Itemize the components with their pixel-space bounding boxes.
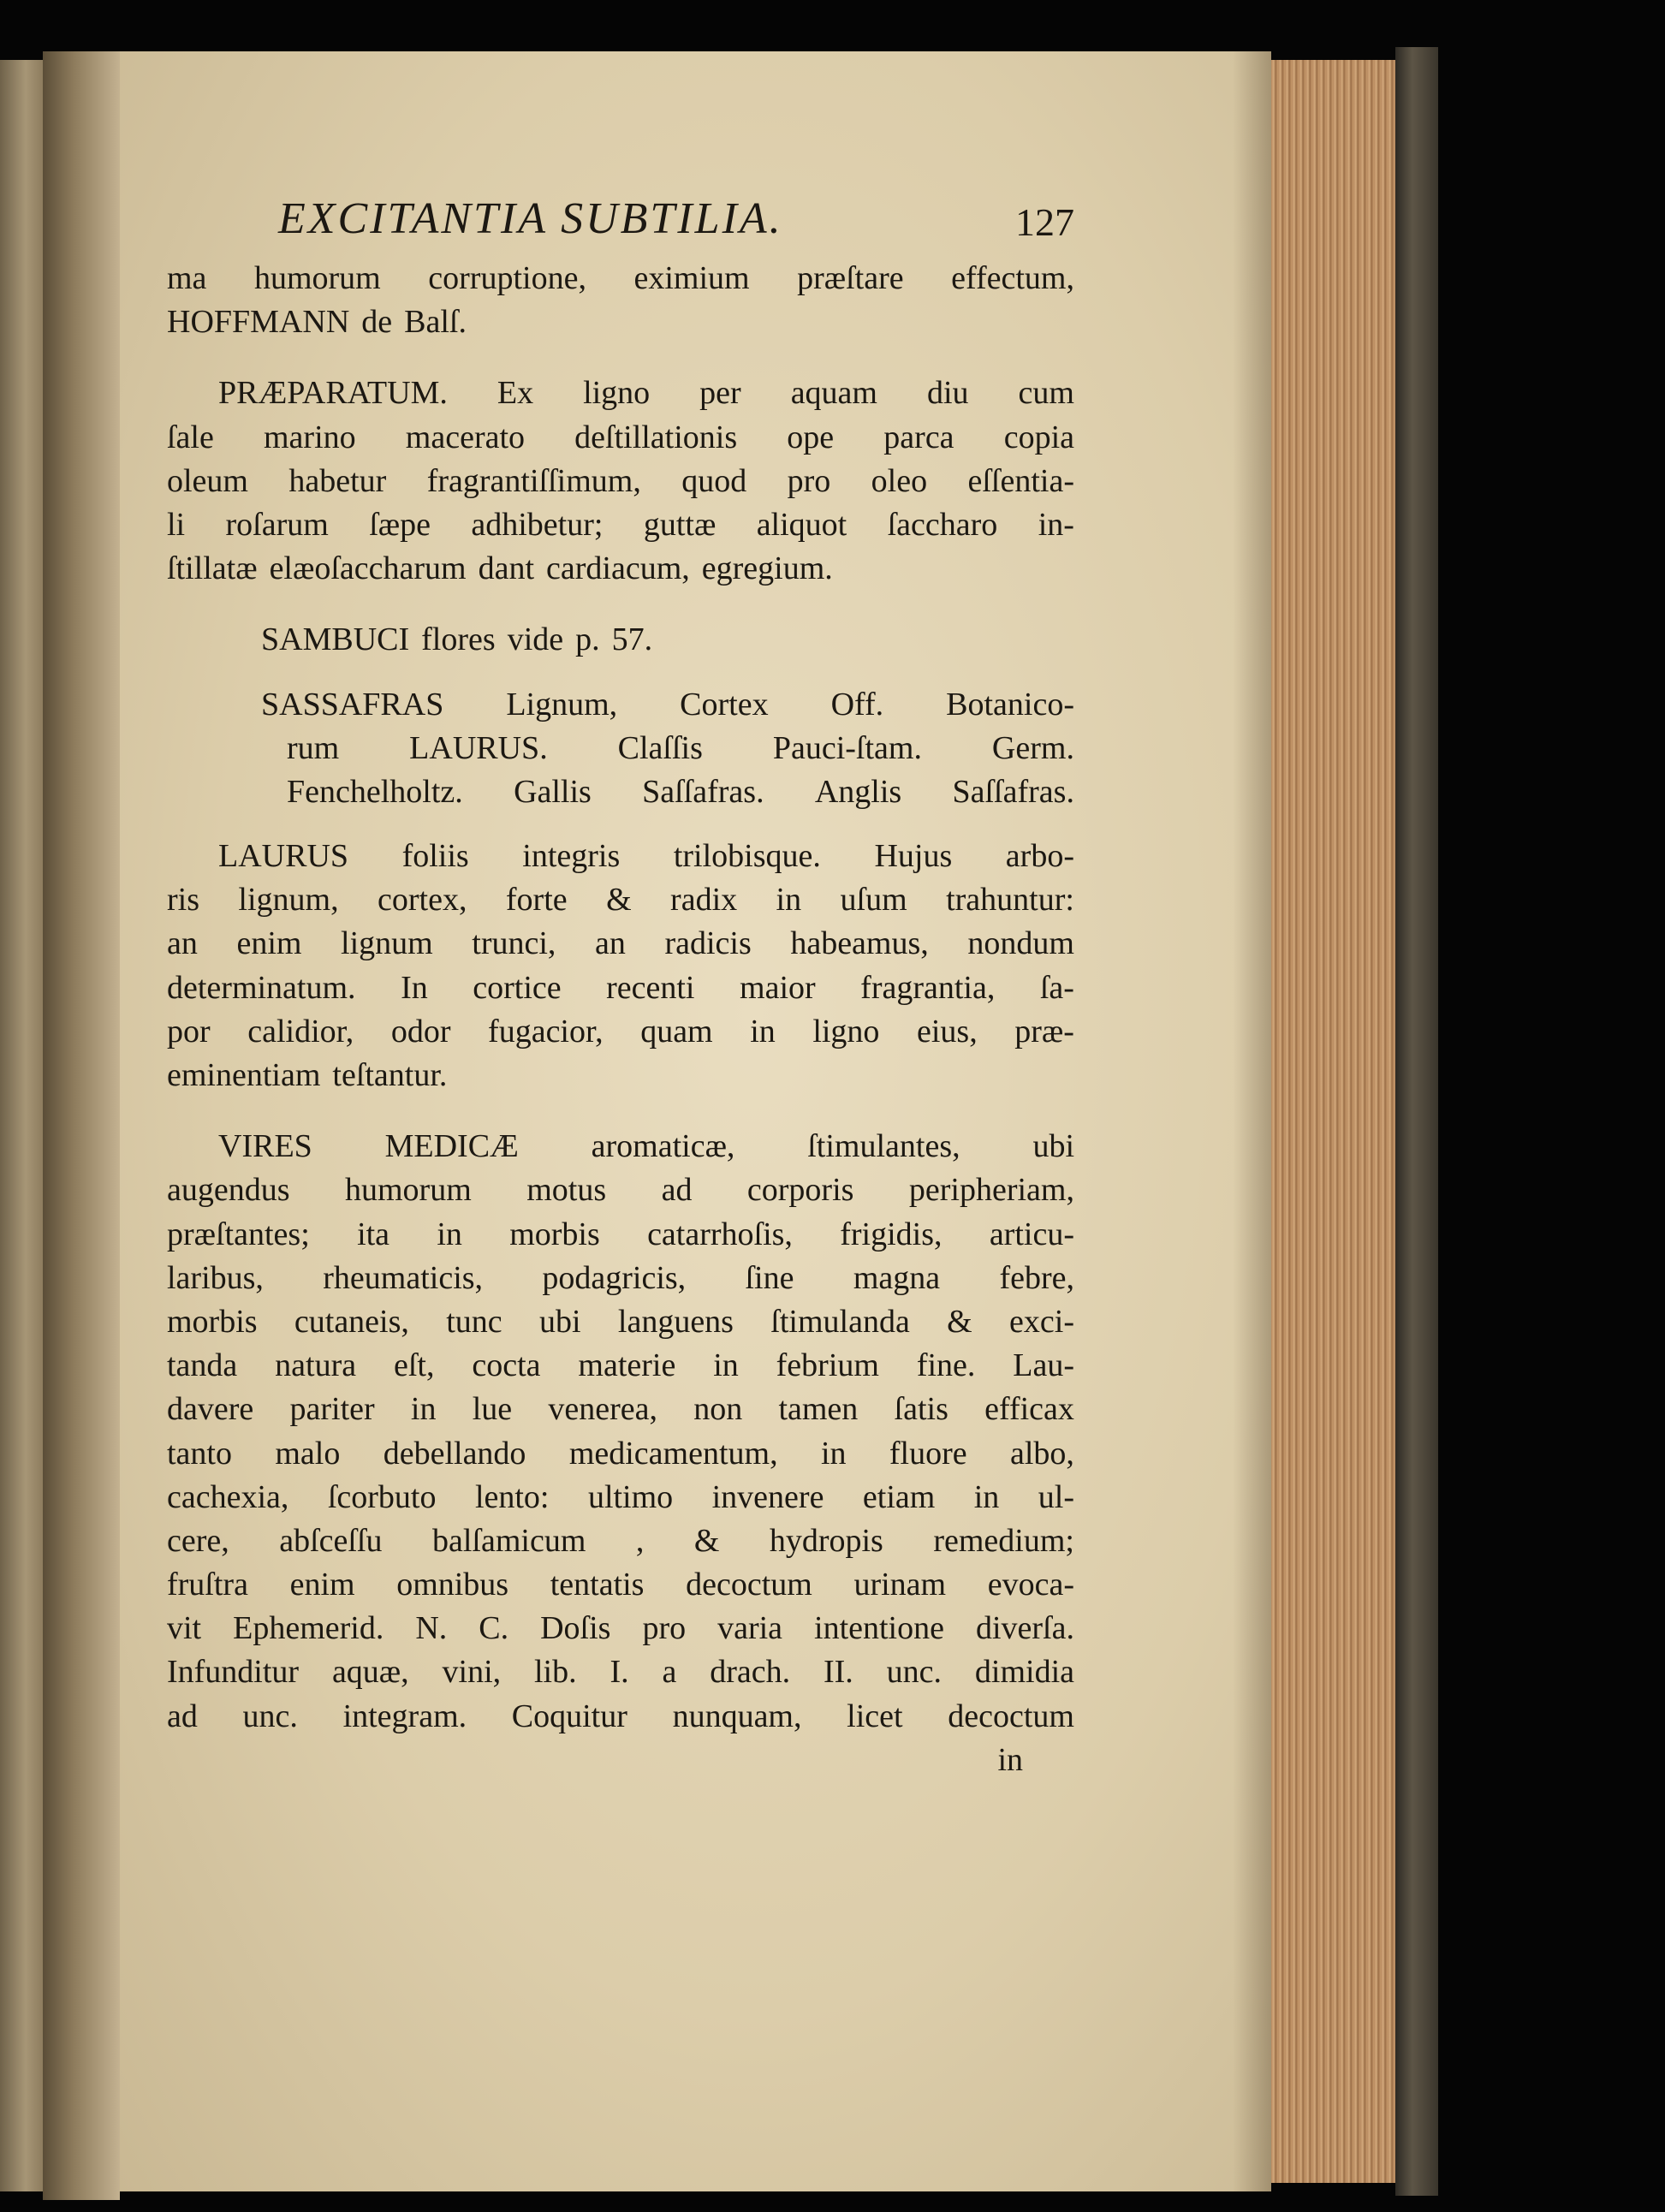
paragraph-praeparatum (167, 372, 1074, 591)
text-line: oleum habetur fragrantiſſimum, quod pro oleo eſſentia- (167, 462, 1074, 499)
text-line: ris lignum, cortex, forte & radix in uſum trahuntur: (167, 882, 1074, 919)
text-line: Fenchelholtz. Gallis Saſſafras. Anglis Saſſafras. (287, 773, 1074, 810)
text-line: ma humorum corruptione, eximium præſtare effectum, (167, 260, 1074, 296)
page-text (167, 188, 1074, 1782)
text-line: cere, abſceſſu balſamicum , & hydropis remedium; (167, 1522, 1074, 1559)
text-line: præſtantes; ita in morbis catarrhoſis, frigidis, articu- (167, 1216, 1074, 1252)
text-line: rum LAURUS. Claſſis Pauci-ſtam. Germ. (287, 729, 1074, 766)
text-line: SASSAFRAS Lignum, Cortex Off. Botanico- (261, 686, 1074, 722)
text-line: eminentiam teſtantur. (167, 1057, 448, 1093)
paragraph-laurus (167, 835, 1074, 1097)
fore-edge-of-pages (1271, 60, 1395, 2183)
page-curl-shadow (1233, 51, 1271, 2191)
text-line: li roſarum ſæpe adhibetur; guttæ aliquot ſaccharo in- (167, 506, 1074, 543)
text-line: tanto malo debellando medicamentum, in fluore albo, (167, 1435, 1074, 1472)
text-line: tanda natura eſt, cocta materie in febrium fine. Lau- (167, 1347, 1074, 1384)
text-line: davere pariter in lue venerea, non tamen ſatis efficax (167, 1391, 1074, 1428)
text-line: augendus humorum motus ad corporis peripheriam, (167, 1172, 1074, 1209)
text-line: determinatum. In cortice recenti maior fragrantia, ſa- (167, 969, 1074, 1006)
text-line: LAURUS foliis integris trilobisque. Hujus arbo- (218, 838, 1074, 875)
text-line: Infunditur aquæ, vini, lib. I. a drach. II. unc. dimidia (167, 1654, 1074, 1691)
text-line: cachexia, ſcorbuto lento: ultimo invenere etiam in ul- (167, 1478, 1074, 1515)
facing-page-edge (0, 60, 43, 2191)
text-line: laribus, rheumaticis, podagricis, ſine magna febre, (167, 1259, 1074, 1296)
paragraph-vires-medicae (167, 1125, 1074, 1739)
book-gutter (43, 51, 120, 2200)
text-line: morbis cutaneis, tunc ubi languens ſtimulanda & exci- (167, 1303, 1074, 1340)
entry-sambuci (167, 618, 1074, 662)
text-line: an enim lignum trunci, an radicis habeamus, nondum (167, 925, 1074, 962)
text-line: SAMBUCI flores vide p. 57. (261, 621, 653, 658)
text-line: PRÆPARATUM. Ex ligno per aquam diu cum (218, 375, 1074, 412)
text-line: VIRES MEDICÆ aromaticæ, ſtimulantes, ubi (218, 1128, 1074, 1165)
text-line: fruſtra enim omnibus tentatis decoctum urinam evoca- (167, 1567, 1074, 1603)
book-cover-edge (1395, 47, 1438, 2196)
paragraph-continuation (167, 257, 1074, 344)
text-line: ad unc. integram. Coquitur nunquam, licet decoctum (167, 1698, 1074, 1734)
text-line: HOFFMANN de Balſ. (167, 304, 467, 341)
text-line: ſale marino macerato deſtillationis ope parca copia (167, 419, 1074, 455)
entry-sassafras (167, 683, 1074, 815)
running-title: EXCITANTIA SUBTILIA. (278, 194, 783, 243)
page-number: 127 (1015, 200, 1074, 244)
catchword: in (997, 1741, 1023, 1778)
text-line: ſtillatæ elæoſaccharum dant cardiacum, egregium. (167, 550, 833, 587)
text-line: vit Ephemerid. N. C. Doſis pro varia intentione diverſa. (167, 1610, 1074, 1647)
running-header (167, 188, 1074, 257)
text-line: por calidior, odor fugacior, quam in ligno eius, præ- (167, 1013, 1074, 1050)
